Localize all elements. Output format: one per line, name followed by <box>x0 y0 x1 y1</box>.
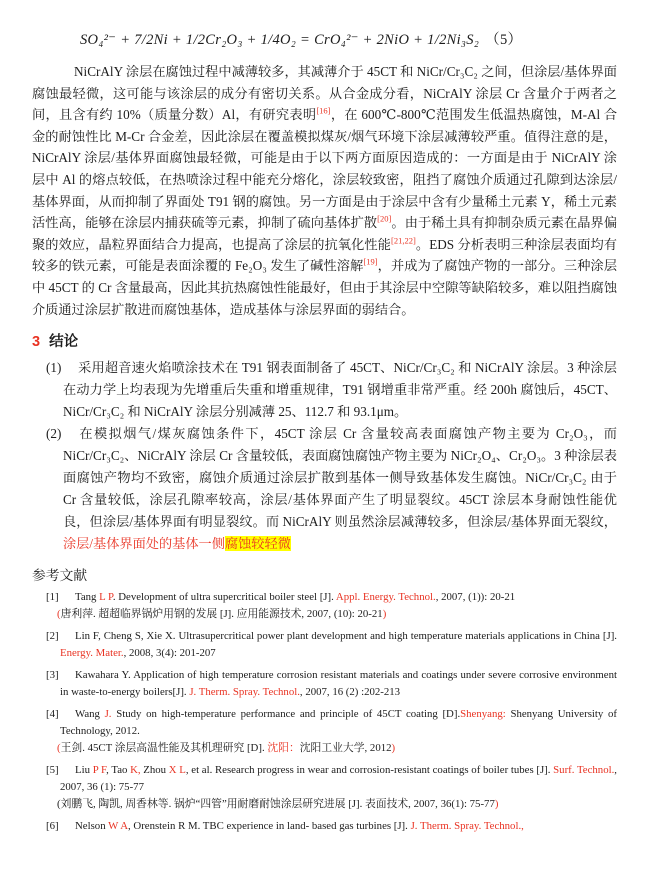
conclusion-item-1 <box>32 357 617 423</box>
text-segment: , Orenstein R M. TBC experience in land- based gas turbines [J]. <box>128 820 411 833</box>
text-segment: 王剑. 45CT 涂层高温性能及其机理研究 [D]. <box>60 742 268 755</box>
text-segment: Surf. Technol. <box>553 764 615 777</box>
conclusion-red-text: 涂层/基体界面处的基体一侧 <box>63 536 225 552</box>
text-segment: L P <box>99 591 113 604</box>
reference-translation <box>57 606 617 623</box>
text-segment: Shenyang: <box>460 708 506 721</box>
paragraph-text: 。由于稀土具有抑制杂质元素在晶界偏聚的效应，晶粒界面结合力提高，也提高了涂层的抗氧化性能 <box>32 215 618 252</box>
text-segment: Study on high-temperature performance and principle of 45CT coating [D]. <box>111 708 461 721</box>
reference-text <box>60 630 617 659</box>
paragraph-text: ，并成为了腐蚀产物的一部分。三种涂层中 45CT 的 Cr 含量最高，因此其抗热腐蚀性能最好，但由于其涂层中空隙等缺陷较多，难以阻挡腐蚀介质通过涂层扩散进而腐蚀基体，造成基体与涂层界面的弱结合。 <box>32 258 618 317</box>
reference-translation <box>57 740 617 757</box>
equation-number: （5） <box>485 32 523 48</box>
conclusion-text: 在模拟烟气/煤灰腐蚀条件下，45CT 涂层 Cr 含量较高表面腐蚀产物主要为 Cr₂O₃，而 NiCr/Cr₃C₂、NiCrAlY 涂层 Cr 含量较低，表面腐蚀腐蚀产物主要为 NiCr₂O₄、Cr₂O₃。3 种涂层表面腐蚀产物均不致密，腐蚀介质通过涂层扩散到基体一侧导致基体发生腐蚀。NiCr/Cr₃C₂ 由于 Cr 含量较低，涂层孔隙率较高，涂层/基体界面产生了明显裂纹。45CT 涂层本身耐蚀性能优良，但涂层/基体界面有明显裂纹。而 NiCrAlY 则虽然涂层减薄较多，但涂层/基体界面无裂纹， <box>63 426 617 530</box>
text-segment: Zhou <box>140 764 169 777</box>
text-segment: ( <box>57 742 61 755</box>
reference-marker: [2] <box>46 630 59 643</box>
reference-marker: [4] <box>46 708 59 721</box>
section-heading <box>32 330 617 351</box>
reference-marker: [3] <box>46 669 59 682</box>
reference-text <box>75 820 524 832</box>
text-segment: 唐利萍. 超超临界锅炉用钢的发展 [J]. 应用能源技术, 2007, (10): 20-21 <box>60 608 383 621</box>
citation-superscript: [20] <box>377 213 392 224</box>
reference-item-4 <box>32 706 617 757</box>
text-segment: Tang <box>75 591 100 604</box>
reference-item-3 <box>32 667 617 701</box>
text-segment: Lin F, Cheng S, Xie X. Ultrasupercritical power plant development and high temperature materials applications in China [J]. <box>75 630 617 643</box>
reference-item-6 <box>32 818 617 835</box>
highlighted-text: 腐蚀较轻微 <box>224 536 291 552</box>
conclusion-marker: (1) <box>46 360 62 376</box>
citation-superscript: [21,22] <box>391 235 416 246</box>
citation-superscript: [19] <box>363 256 378 267</box>
paragraph-text: NiCrAlY 涂层在腐蚀过程中减薄较多，其减薄介于 45CT 和 NiCr/Cr₃C₂ 之间，但涂层/基体界面腐蚀最轻微，这可能与该涂层的成分有密切关系。从合金成分看，NiCrAlY 涂层 Cr 含量介于两者之间，且含有约 10%（质量分数）Al，有研究表明 <box>32 64 617 123</box>
text-segment: J. Therm. Spray. Technol. <box>189 686 300 699</box>
text-segment: (刘鹏飞, 陶凯, 周香林等. 锅炉“四管”用耐磨耐蚀涂层研究进展 [J]. 表面技术, 2007, 36(1): 75-77 <box>57 798 495 811</box>
reference-translation <box>57 796 617 813</box>
paragraph-text: 。EDS 分析表明三种涂层表面均有较多的铁元素，可能是表面涂覆的 Fe₂O₃ 发生了碱性溶解 <box>32 236 617 274</box>
paragraph-text: ，在 600℃-800℃范围发生低温热腐蚀，M-Al 合金的耐蚀性比 M-Cr 合金差，因此涂层在覆盖模拟煤灰/烟气环境下涂层减薄较严重。值得注意的是，NiCrAlY 涂层/基体界面腐蚀最轻微，可能是由于以下两方面原因造成的：一方面是由于 NiCrAlY 涂层中 Al 的熔点较低，在热喷涂过程中能充分熔化，涂层较致密，阻挡了腐蚀介质通过孔隙到达涂层/基体界面，从而抑制了界面处 T91 钢的腐蚀。另一方面是由于涂层中含有少量稀土元素 Y，稀土元素活性高，能够在涂层内捕获硫等元素，抑制了硫向基体扩散 <box>32 107 618 231</box>
text-segment: 沈阳： <box>267 742 300 755</box>
reference-marker: [1] <box>46 591 59 604</box>
text-segment: ) <box>391 742 396 755</box>
text-segment: Nelson <box>75 820 109 833</box>
conclusion-item-2 <box>32 423 617 555</box>
citation-superscript: [16] <box>316 105 331 116</box>
text-segment: , 2007, (1)): 20-21 <box>435 591 516 604</box>
text-segment: J. Therm. Spray. Technol., <box>410 820 524 833</box>
reference-marker: [5] <box>46 764 59 777</box>
reference-item-1 <box>32 589 617 623</box>
text-segment: ) <box>494 798 499 811</box>
reference-text <box>60 708 617 737</box>
text-segment: J. <box>104 708 112 721</box>
section-number: 3 <box>32 334 41 351</box>
text-segment: 沈阳工业大学, 2012 <box>299 742 392 755</box>
text-segment: X L <box>168 764 186 777</box>
text-segment: , 2007, 16 (2) :202-213 <box>299 686 401 699</box>
reference-item-2 <box>32 628 617 662</box>
text-segment: P F <box>92 764 107 777</box>
text-segment: W A <box>108 820 128 833</box>
text-segment: Wang <box>75 708 105 721</box>
text-segment: K, <box>130 764 141 777</box>
text-segment: , 2007, 36 (1): 75-77 <box>60 764 617 794</box>
reference-list <box>32 589 617 835</box>
text-segment: Kawahara Y. Application of high temperature corrosion resistant materials and coatings under severe corrosive environment in waste-to-energy boilers[J]. <box>60 669 617 699</box>
chemical-equation <box>80 28 617 49</box>
text-segment: Energy. Mater. <box>60 647 124 660</box>
references-heading: 参考文献 <box>32 568 88 584</box>
reference-marker: [6] <box>46 820 59 833</box>
conclusion-marker: (2) <box>46 426 62 442</box>
text-segment: ) <box>382 608 387 621</box>
conclusion-list <box>32 357 617 555</box>
text-segment: , 2008, 3(4): 201-207 <box>123 647 216 660</box>
text-segment: Appl. Energy. Technol. <box>335 591 436 604</box>
conclusion-text: 采用超音速火焰喷涂技术在 T91 钢表面制备了 45CT、NiCr/Cr₃C₂ 和 NiCrAlY 涂层。3 种涂层在动力学上均表现为先增重后失重和增重规律，T91 钢增重非常严重。经 200h 腐蚀后，45CT、NiCr/Cr₃C₂ 和 NiCrAlY 涂层分别减薄 25、112.7 和 93.1μm。 <box>63 360 617 420</box>
text-segment: , Tao <box>106 764 131 777</box>
reference-text <box>60 764 617 793</box>
section-title: 结论 <box>49 334 79 351</box>
reference-text <box>60 669 617 698</box>
text-segment: , et al. Research progress in wear and corrosion-resistant coatings of boiler tubes [J]. <box>185 764 554 777</box>
text-segment: . Development of ultra supercritical boiler steel [J]. <box>112 591 336 604</box>
reference-item-5 <box>32 762 617 813</box>
equation-body: SO₄²⁻ + 7/2Ni + 1/2Cr₂O₃ + 1/4O₂ = CrO₄²⁻ + 2NiO + 1/2Ni₃S₂ <box>80 32 480 48</box>
text-segment: ( <box>57 608 61 621</box>
text-segment: Shenyang University of Technology, 2012. <box>60 708 617 738</box>
text-segment: Liu <box>75 764 93 777</box>
discussion-paragraph <box>32 61 617 320</box>
reference-text <box>75 591 515 603</box>
